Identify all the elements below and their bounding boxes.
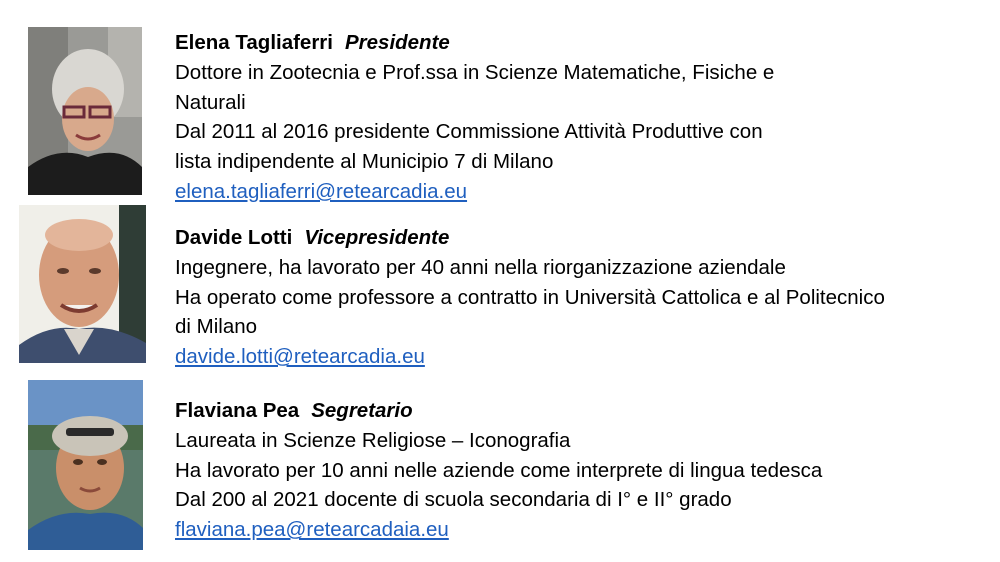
bio-line: lista indipendente al Municipio 7 di Milano: [175, 150, 554, 174]
member-name: Elena Tagliaferri: [175, 31, 333, 54]
bio-text-flaviana: [175, 396, 822, 545]
email-link-elena[interactable]: elena.tagliaferri@retearcadia.eu: [175, 179, 468, 203]
bio-line: Dal 2011 al 2016 presidente Commissione Attività Produttive con: [175, 120, 763, 144]
portrait-photo-davide: [19, 205, 146, 363]
member-heading: [175, 223, 885, 253]
bio-text-davide: [175, 223, 885, 372]
bio-line: Ha operato come professore a contratto in Università Cattolica e al Politecnico: [175, 285, 885, 309]
portrait-photo-flaviana: [28, 380, 143, 550]
member-role: Presidente: [344, 31, 450, 54]
email-link-flaviana[interactable]: flaviana.pea@retearcadaia.eu: [175, 518, 449, 542]
email-link-davide[interactable]: davide.lotti@retearcadia.eu: [175, 345, 425, 369]
member-role: Vicepresidente: [304, 226, 450, 249]
portrait-photo-elena: [28, 27, 142, 195]
bio-text-elena: [175, 28, 774, 207]
bio-line: Ingegnere, ha lavorato per 40 anni nella riorganizzazione aziendale: [175, 255, 786, 279]
bio-line: Dal 200 al 2021 docente di scuola secondaria di I° e II° grado: [175, 488, 732, 512]
bio-line: Naturali: [175, 90, 246, 114]
bio-line: Laureata in Scienze Religiose – Iconografia: [175, 428, 571, 452]
bio-line: Ha lavorato per 10 anni nelle aziende come interprete di lingua tedesca: [175, 458, 823, 482]
bio-line: Dottore in Zootecnia e Prof.ssa in Scienze Matematiche, Fisiche e: [175, 60, 775, 84]
member-role: Segretario: [311, 399, 413, 422]
member-name: Davide Lotti: [175, 226, 293, 249]
member-name: Flaviana Pea: [175, 399, 300, 422]
bio-line: di Milano: [175, 315, 258, 339]
member-heading: [175, 28, 774, 58]
member-heading: [175, 396, 822, 426]
